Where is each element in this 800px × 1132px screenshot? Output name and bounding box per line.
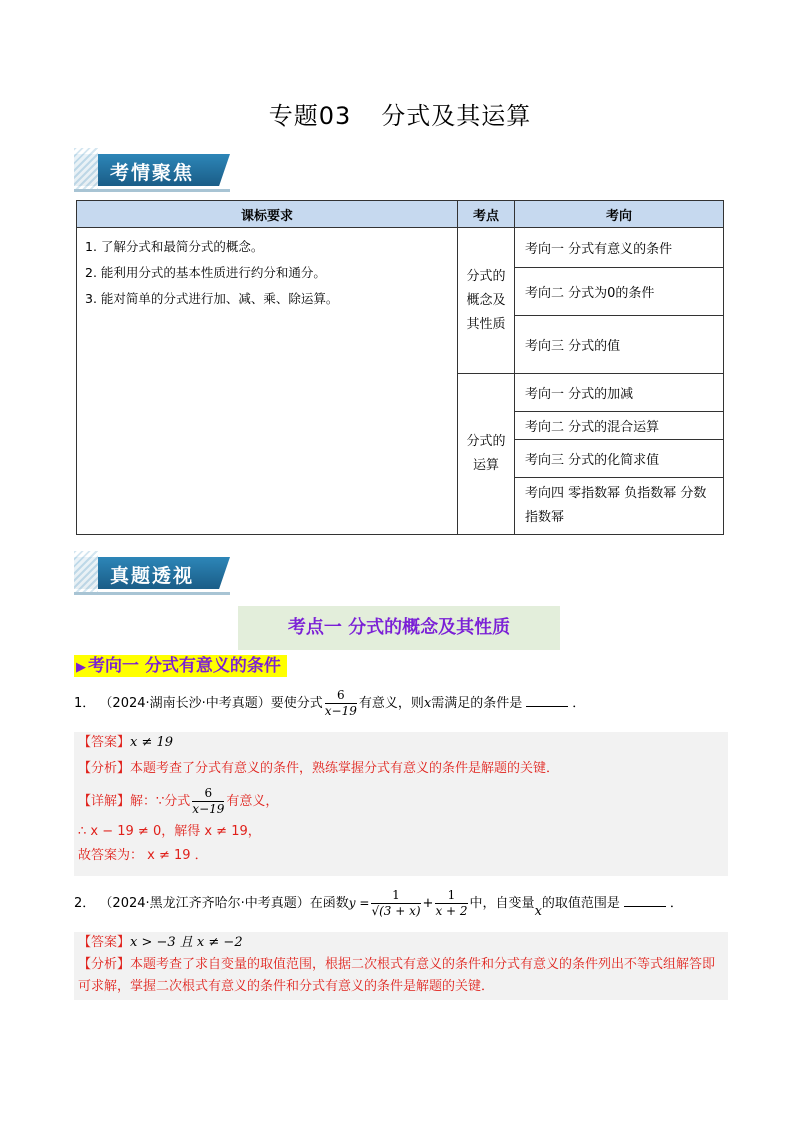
triangle-icon: ▶	[76, 660, 86, 675]
solution-step: ∴ x − 19 ≠ 0，解得 x ≠ 19，	[78, 824, 261, 839]
page-title	[0, 96, 800, 131]
exam-point-line: 分式的	[466, 434, 506, 449]
operator: +	[422, 896, 434, 911]
banner-label: 考情聚焦	[110, 162, 195, 184]
fraction	[371, 888, 420, 919]
direction-heading-text: 考向一 分式有意义的条件	[88, 656, 281, 676]
exam-point-line: 分式的	[466, 268, 506, 284]
fraction-denominator: x−19	[324, 704, 357, 718]
exam-point-operations	[458, 374, 515, 535]
topic-name: 分式及其运算	[381, 102, 532, 130]
requirements-list	[77, 228, 458, 535]
direction-item: 考向二 分式为0的条件	[515, 268, 724, 316]
exam-point-heading: 考点一 分式的概念及其性质	[238, 606, 560, 650]
analysis-label: 【分析】	[78, 761, 131, 776]
exam-point-line: 运算	[472, 458, 499, 473]
function-symbol: y =	[348, 896, 370, 910]
question-number: 1．	[74, 696, 96, 711]
question-text: 需满足的条件是	[431, 696, 523, 711]
final-answer: 故答案为： x ≠ 19 ．	[78, 848, 208, 863]
answer-label: 【答案】	[78, 935, 131, 950]
fraction-numerator: 6	[192, 786, 224, 802]
table-header: 考点	[458, 201, 515, 228]
direction-item: 考向一 分式有意义的条件	[515, 228, 724, 268]
analysis-text: 本题考查了求自变量的取值范围，根据二次根式有意义的条件和分式有意义的条件列出不等式组解答即可求解，掌握二次根式有意义的条件和分式有意义的条件是解题的关键．	[78, 957, 716, 994]
exam-point-line: 其性质	[466, 316, 506, 332]
detail-text: 解：∵分式	[130, 794, 191, 809]
answer-blank	[526, 706, 568, 707]
exam-point-line: 概念及	[466, 292, 506, 308]
direction-item: 考向二 分式的混合运算	[515, 412, 724, 440]
answer-block-2	[74, 932, 728, 1000]
section-banner-real-questions	[74, 551, 230, 595]
section-banner-situation	[74, 148, 230, 192]
list-item: 2. 能利用分式的基本性质进行约分和通分。	[85, 265, 326, 280]
answer-block-1	[74, 732, 728, 876]
list-item: 3. 能对简单的分式进行加、减、乘、除运算。	[85, 291, 339, 306]
fraction	[435, 888, 467, 919]
direction-item: 考向三 分式的化简求值	[515, 440, 724, 478]
fraction	[192, 786, 224, 817]
direction-heading	[74, 655, 287, 677]
table-header: 课标要求	[77, 201, 458, 228]
table-header: 考向	[515, 201, 724, 228]
fraction-numerator: 1	[371, 888, 420, 904]
fraction-denominator: x−19	[192, 802, 225, 816]
question-1	[74, 688, 585, 719]
answer-blank	[624, 906, 666, 907]
question-text: ．	[572, 696, 586, 711]
question-text: （2024·湖南长沙·中考真题）要使分式	[99, 696, 323, 711]
analysis-text: 本题考查了分式有意义的条件，熟练掌握分式有意义的条件是解题的关键．	[130, 761, 560, 776]
question-text: 中，自变量	[469, 896, 535, 911]
fraction-denominator: x + 2	[435, 904, 468, 918]
question-text: 有意义，则	[358, 696, 424, 711]
direction-item: 考向三 分式的值	[515, 316, 724, 374]
answer-label: 【答案】	[78, 735, 131, 750]
fraction-numerator: 1	[435, 888, 467, 904]
banner-label: 真题透视	[110, 565, 195, 587]
answer-value: x ≠ 19	[130, 735, 174, 750]
question-number: 2．	[74, 896, 96, 911]
question-2	[74, 888, 683, 919]
direction-item: 考向一 分式的加减	[515, 374, 724, 412]
detail-label: 【详解】	[78, 794, 131, 809]
topic-number: 专题03	[268, 102, 352, 130]
exam-point-concept	[458, 228, 515, 374]
variable: x	[423, 696, 432, 711]
question-text: （2024·黑龙江齐齐哈尔·中考真题）在函数	[99, 896, 349, 911]
direction-item: 考向四 零指数幂 负指数幂 分数指数幂	[515, 478, 724, 535]
requirements-table	[76, 200, 724, 535]
fraction-denominator: √(3 + x)	[371, 904, 421, 918]
detail-text: 有意义，	[226, 794, 279, 809]
question-text: 的取值范围是	[541, 896, 620, 911]
analysis-label: 【分析】	[78, 957, 131, 972]
question-text: ．	[669, 896, 683, 911]
fraction-numerator: 6	[325, 688, 357, 704]
variable: x	[534, 904, 542, 919]
fraction	[325, 688, 357, 719]
answer-value: x > −3 且 x ≠ −2	[130, 935, 243, 950]
list-item: 1. 了解分式和最简分式的概念。	[85, 239, 264, 254]
